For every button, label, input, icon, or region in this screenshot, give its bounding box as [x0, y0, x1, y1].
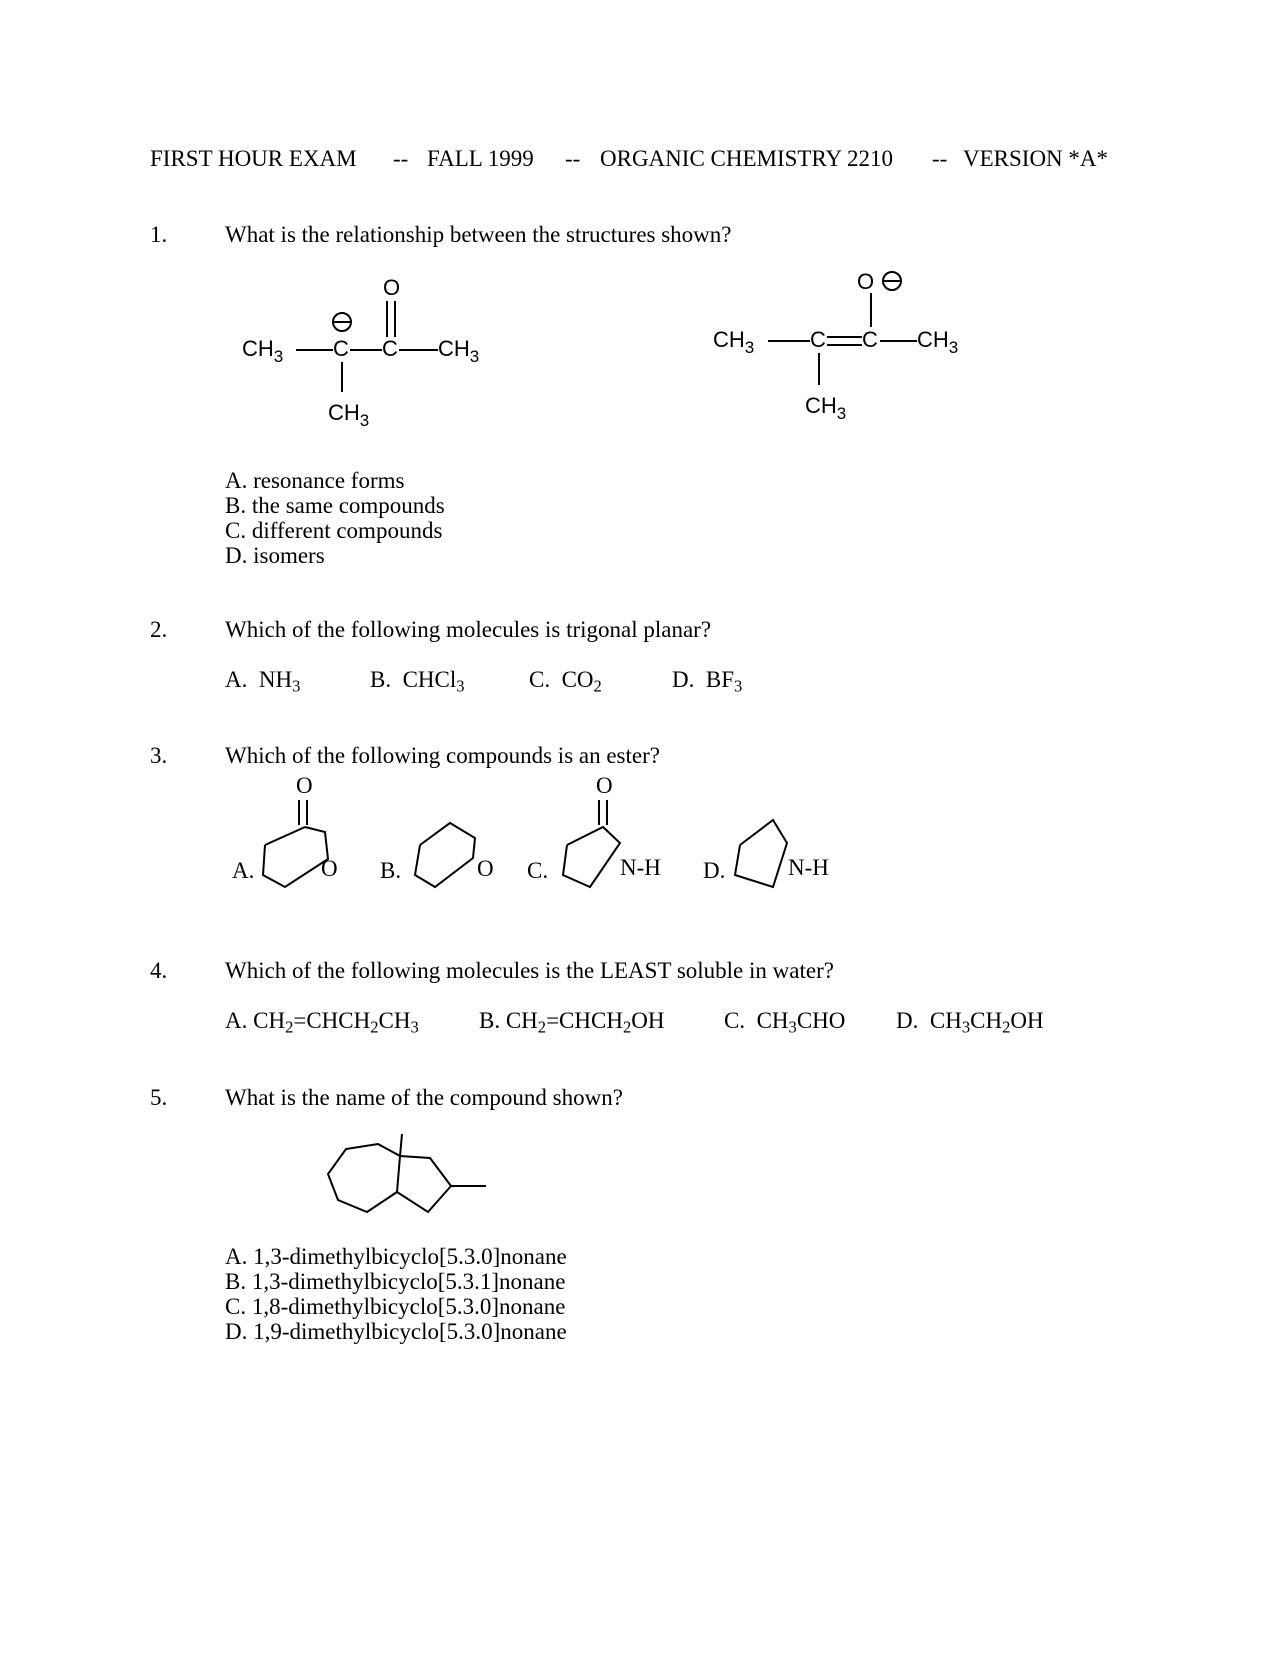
option-b[interactable]: B. $CH_2=CHCH_2OH$ [479, 1008, 665, 1037]
question-text: Which of the following molecules is trigonal planar? [225, 617, 712, 642]
option-a[interactable]: A. $NH_3$ [225, 667, 301, 696]
option-a-letter: A. [232, 858, 255, 883]
mol1-ch3-right: $CH_3$ [438, 336, 480, 366]
option-b-ring [415, 823, 494, 887]
svg-text:O: O [477, 856, 494, 881]
negative-charge-icon [333, 313, 351, 331]
mol1-ch3-left: $CH_3$ [242, 336, 284, 366]
mol1-c2: C [382, 336, 398, 361]
bicyclic-structure [320, 1130, 500, 1240]
mol2-c1: C [810, 327, 826, 352]
negative-charge-icon [883, 272, 901, 290]
option-a-structure [232, 858, 254, 883]
question-text: What is the relationship between the structures shown? [225, 222, 732, 247]
option-c-ring [563, 773, 661, 887]
question-number: 5. [150, 1085, 168, 1110]
option-b[interactable]: B. 1,3-dimethylbicyclo[5.3.1]nonane [225, 1269, 566, 1294]
header-version: VERSION *A* [963, 146, 1109, 171]
svg-text:N-H: N-H [620, 855, 661, 880]
option-b[interactable]: B. the same compounds [225, 493, 445, 518]
option-a-ring [263, 773, 338, 887]
svg-text:O: O [296, 773, 313, 798]
svg-text:O: O [321, 856, 338, 881]
question-number: 1. [150, 222, 168, 247]
option-c[interactable]: C. 1,8-dimethylbicyclo[5.3.0]nonane [225, 1294, 566, 1319]
header-sep-2: -- [565, 146, 581, 171]
option-a[interactable]: A. $CH_2=CHCH_2CH_3$ [225, 1008, 419, 1037]
option-d[interactable]: D. $CH_3CH_2OH$ [896, 1008, 1044, 1037]
mol2-ch3-right: $CH_3$ [917, 327, 959, 357]
option-c[interactable]: C. $CO_2$ [529, 667, 602, 696]
option-b[interactable]: B. CHCl$_3$ [370, 667, 465, 696]
option-d[interactable]: D. $BF_3$ [672, 667, 743, 696]
option-c[interactable]: C. $CH_3CHO$ [724, 1008, 846, 1037]
question-text: Which of the following compounds is an ester? [225, 743, 660, 768]
mol2-oxygen: O [857, 269, 875, 294]
option-d[interactable]: D. isomers [225, 543, 325, 568]
mol2-c2: C [862, 327, 878, 352]
ester-options-structures [225, 775, 875, 915]
answer-options [225, 1244, 567, 1344]
svg-text:O: O [596, 773, 613, 798]
header-course: FIRST HOUR EXAM [150, 146, 357, 171]
header-sep-1: -- [393, 146, 409, 171]
mol1-c1: C [333, 336, 349, 361]
mol1-ch3-bottom: $CH_3$ [328, 400, 370, 430]
option-b-letter: B. [380, 858, 402, 883]
mol2-ch3-bottom: $CH_3$ [805, 393, 847, 423]
header-sep-3: -- [932, 146, 948, 171]
mol2-ch3-left: $CH_3$ [713, 327, 755, 357]
structure-1-carbanion [230, 270, 550, 445]
option-c-letter: C. [527, 858, 549, 883]
question-text: What is the name of the compound shown? [225, 1085, 623, 1110]
question-number: 3. [150, 743, 168, 768]
question-number: 4. [150, 958, 168, 983]
question-text: Which of the following molecules is the LEAST soluble in water? [225, 958, 834, 983]
structure-2-enolate [700, 265, 1020, 440]
answer-options [225, 468, 445, 568]
option-d-letter: D. [703, 858, 726, 883]
option-d[interactable]: D. 1,9-dimethylbicyclo[5.3.0]nonane [225, 1319, 567, 1344]
mol1-oxygen: O [383, 275, 401, 300]
header-term: FALL 1999 [427, 146, 534, 171]
svg-text:N-H: N-H [788, 855, 829, 880]
option-d-ring [735, 820, 829, 887]
option-a[interactable]: A. resonance forms [225, 468, 405, 493]
option-a[interactable]: A. 1,3-dimethylbicyclo[5.3.0]nonane [225, 1244, 567, 1269]
question-number: 2. [150, 617, 168, 642]
option-c[interactable]: C. different compounds [225, 518, 443, 543]
header-subject: ORGANIC CHEMISTRY 2210 [600, 146, 894, 171]
